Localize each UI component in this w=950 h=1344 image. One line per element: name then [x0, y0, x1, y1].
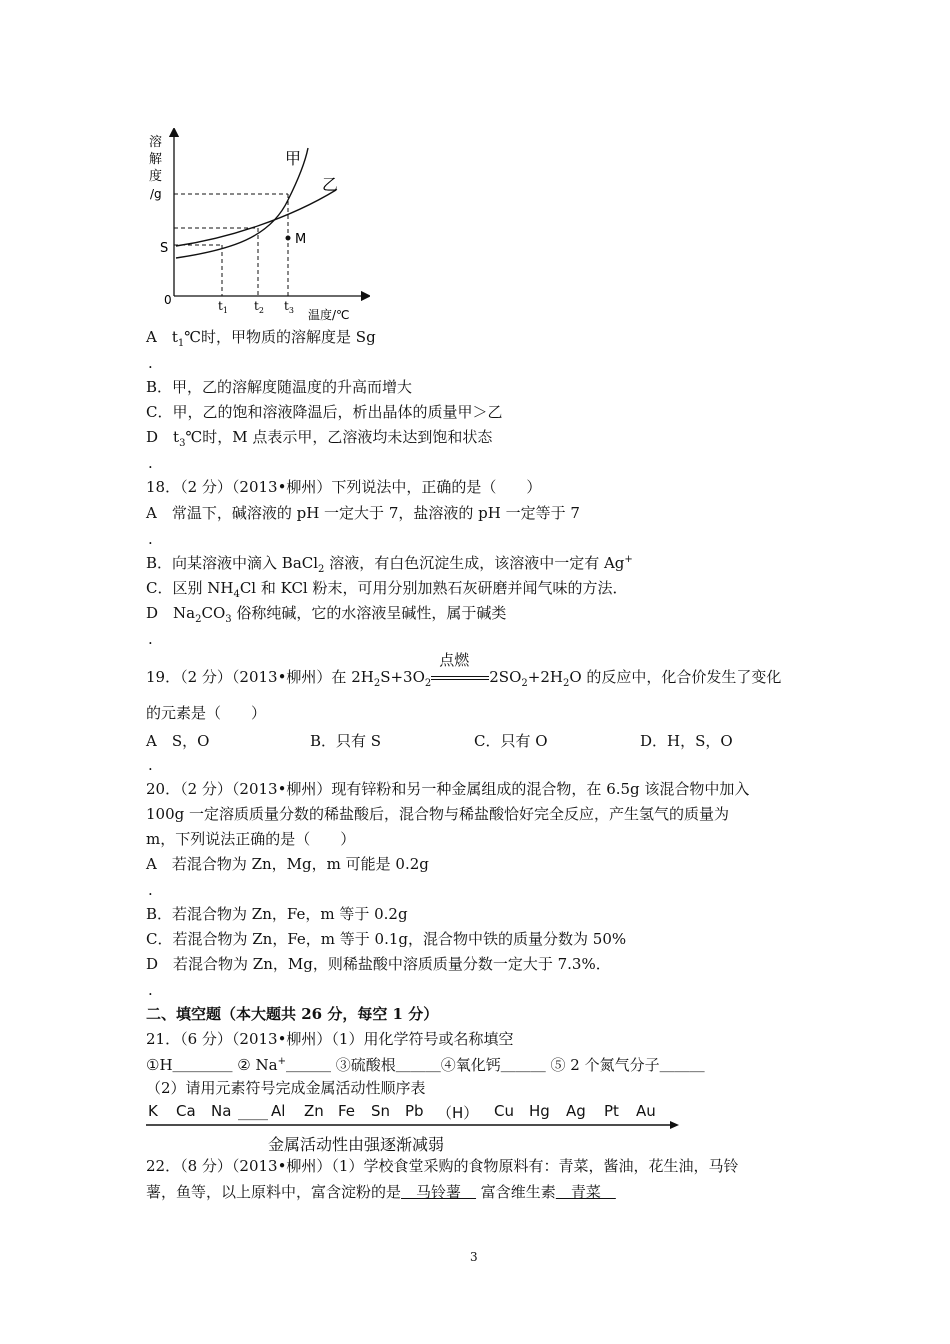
q19-option-d: D．H，S，O	[640, 732, 733, 750]
q20-option-b: B．若混合物为 Zn，Fe，m 等于 0.2g	[146, 905, 408, 923]
q17-option-a: A $t_1℃$时，甲物质的溶解度是 Sg	[146, 328, 376, 349]
q21-part2: （2）请用元素符号完成金属活动性顺序表	[146, 1079, 426, 1097]
q18-option-d: D $Na_2CO_3$ 俗称纯碱，它的水溶液呈碱性，属于碱类	[146, 604, 507, 625]
t2-label: $t_2$	[254, 299, 264, 315]
q17-option-c: C．甲，乙的饱和溶液降温后，析出晶体的质量甲＞乙	[146, 403, 503, 421]
q22-stem-line2: 薯，鱼等，以上原料中，富含淀粉的是 马铃薯 富含维生素 青菜	[146, 1183, 616, 1201]
activity-arrow	[146, 1120, 680, 1130]
q21-blanks: ①H＿＿＿＿ ② Na+＿＿＿ ③硫酸根＿＿＿④氧化钙＿＿＿ ⑤ 2 个氮气分子＿＿＿	[146, 1056, 705, 1074]
q20-stem-line3: m，下列说法正确的是（ ）	[146, 830, 356, 848]
t1-label: $t_1$	[218, 299, 228, 315]
metal-symbol: Sn	[371, 1102, 391, 1120]
section-2-heading: 二、填空题（本大题共 26 分，每空 1 分）	[146, 1005, 439, 1023]
q18-option-b: B．向某溶液中滴入 BaCl$_2$ 溶液，有白色沉淀生成，该溶液中一定有 Ag+	[146, 554, 633, 575]
metal-symbol: （H）	[437, 1104, 479, 1122]
metal-blank: ＿＿	[238, 1104, 269, 1122]
q20-stem-line1: 20．（2 分）（2013•柳州）现有锌粉和另一种金属组成的混合物，在 6.5g 该混合物中加入	[146, 780, 750, 798]
q21-stem: 21．（6 分）（2013•柳州）（1）用化学符号或名称填空	[146, 1030, 514, 1048]
q19-option-b: B．只有 S	[310, 732, 382, 750]
q19-option-a: A S，O	[146, 732, 210, 750]
q19-option-c: C．只有 O	[474, 732, 548, 750]
metal-symbol: K	[148, 1102, 158, 1120]
metal-symbol: Cu	[494, 1102, 514, 1120]
activity-arrow-caption: 金属活动性由强逐渐减弱	[268, 1135, 445, 1154]
metal-symbol: Na	[211, 1102, 232, 1120]
q22-answer-starch: 马铃薯	[401, 1183, 477, 1201]
curve-jia-label: 甲	[285, 149, 302, 168]
q20-option-c: C．若混合物为 Zn，Fe，m 等于 0.1g，混合物中铁的质量分数为 50%	[146, 930, 627, 948]
q20-option-a: A 若混合物为 Zn，Mg，m 可能是 0.2g	[146, 855, 429, 873]
metal-symbol: Ag	[566, 1102, 586, 1120]
metal-symbol: Hg	[529, 1102, 550, 1120]
y-axis-label-1: 溶	[149, 135, 163, 150]
y-axis-label-3: 度	[149, 169, 163, 184]
metal-symbol: Al	[271, 1102, 286, 1120]
q17-option-d: D $t_3℃$时，M 点表示甲，乙溶液均未达到饱和状态	[146, 428, 493, 449]
q22-answer-vitamin: 青菜	[555, 1183, 616, 1201]
q19-stem: 19．（2 分）（2013•柳州）在 $2H_2S+3O_2$ 点燃 $2SO_2+2H_2O$ 的反应中，化合价发生了变化	[146, 651, 782, 689]
metal-symbol: Ca	[176, 1102, 196, 1120]
metal-symbol: Au	[636, 1102, 656, 1120]
q22-stem-line1: 22．（8 分）（2013•柳州）（1）学校食堂采购的食物原料有：青菜，酱油，花生油，马铃	[146, 1157, 739, 1175]
q17-option-b: B．甲，乙的溶解度随温度的升高而增大	[146, 378, 413, 396]
point-m	[286, 236, 291, 241]
q18-stem: 18．（2 分）（2013•柳州）下列说法中，正确的是（ ）	[146, 478, 542, 496]
reaction-condition: 点燃	[431, 669, 489, 687]
t3-label: $t_3$	[284, 299, 294, 315]
solubility-graph	[140, 128, 370, 323]
y-axis-label-2: 解	[149, 152, 163, 167]
metal-symbol: Pt	[604, 1102, 619, 1120]
metal-symbol: Zn	[304, 1102, 324, 1120]
q18-option-a: A 常温下，碱溶液的 pH 一定大于 7，盐溶液的 pH 一定等于 7	[146, 504, 580, 522]
q20-stem-line2: 100g 一定溶质质量分数的稀盐酸后，混合物与稀盐酸恰好完全反应，产生氢气的质量为	[146, 805, 730, 823]
s-label: S	[160, 241, 169, 256]
origin-label: 0	[164, 293, 172, 307]
metal-symbol: Fe	[338, 1102, 356, 1120]
q19-stem-line2: 的元素是（ ）	[146, 704, 267, 722]
point-m-label: M	[295, 232, 307, 247]
x-axis-label: 温度/℃	[308, 308, 350, 322]
q20-option-d: D 若混合物为 Zn，Mg，则稀盐酸中溶质质量分数一定大于 7.3%．	[146, 955, 611, 973]
metal-symbol: Pb	[405, 1102, 424, 1120]
y-axis-label-4: /g	[150, 187, 162, 201]
curve-yi-label: 乙	[322, 175, 339, 194]
q18-option-c: C．区别 $NH_4Cl$ 和 KCl 粉末，可用分别加熟石灰研磨并闻气味的方法．	[146, 579, 628, 600]
curve-yi	[176, 190, 336, 246]
page-number: 3	[470, 1250, 478, 1264]
